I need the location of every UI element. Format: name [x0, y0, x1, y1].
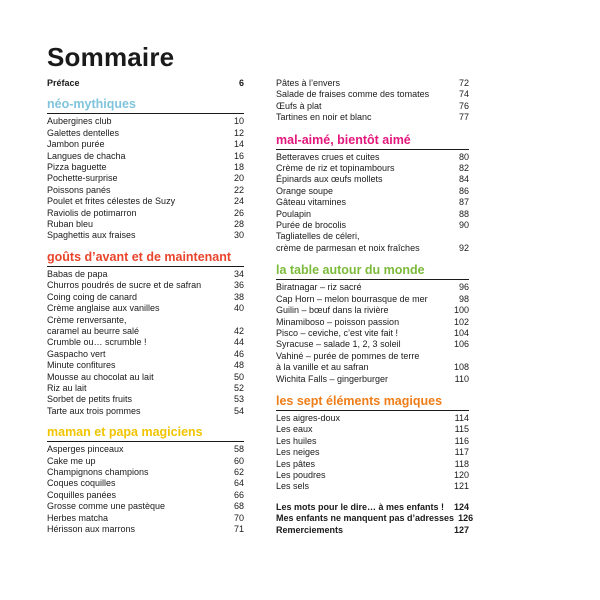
entry-label: Spaghettis aux fraises [47, 230, 136, 241]
entry-page: 77 [458, 112, 469, 123]
entry-label: Les aigres-doux [276, 412, 341, 423]
entry-page: 70 [233, 512, 244, 523]
section-title: mal-aimé, bientôt aimé [276, 133, 469, 150]
section-table-monde [276, 263, 469, 385]
entry-page: 20 [233, 173, 244, 184]
toc-entry[interactable] [276, 152, 469, 163]
entry-page: 62 [233, 466, 244, 477]
toc-entry[interactable] [47, 337, 244, 348]
toc-entry[interactable] [47, 524, 244, 535]
entry-label: Langues de chacha [47, 150, 126, 161]
toc-entry[interactable] [276, 163, 469, 174]
entry-page: 42 [233, 325, 244, 336]
entry-page: 102 [453, 316, 469, 327]
toc-entry[interactable] [47, 467, 244, 478]
entry-page: 24 [233, 196, 244, 207]
toc-entry[interactable] [276, 89, 469, 100]
entry-line [276, 243, 469, 254]
toc-entry[interactable] [47, 490, 244, 501]
toc-entry[interactable] [276, 513, 474, 524]
entry-label: Les sels [276, 481, 310, 492]
section-neo-mythiques [47, 97, 244, 241]
toc-entry[interactable] [47, 394, 244, 405]
toc-entry[interactable] [47, 128, 244, 139]
entry-label-continued: à la vanille et au safran [276, 362, 369, 373]
entry-page: 114 [454, 412, 469, 423]
entry-label: Tagliatelles de céleri, [276, 231, 360, 242]
toc-entry[interactable] [47, 349, 244, 360]
entry-label: Ruban bleu [47, 219, 94, 230]
entry-page: 71 [233, 524, 244, 534]
toc-entry[interactable] [276, 481, 469, 492]
entry-label: Coing coing de canard [47, 291, 138, 302]
entry-page: 82 [458, 163, 469, 174]
entry-page: 106 [453, 339, 469, 350]
toc-column-left [47, 78, 244, 535]
toc-entry[interactable] [47, 116, 244, 127]
toc-entry[interactable] [47, 196, 244, 207]
toc-entry[interactable] [276, 209, 469, 220]
entry-page: 84 [458, 174, 469, 185]
entry-page: 126 [458, 513, 474, 524]
toc-entry[interactable] [47, 406, 244, 417]
entry-page: 127 [453, 524, 469, 535]
entry-page: 54 [233, 405, 244, 416]
entry-page: 66 [233, 489, 244, 500]
entry-label: Cake me up [47, 455, 96, 466]
entry-page: 40 [233, 303, 244, 314]
entry-page: 100 [453, 305, 469, 316]
section-continued [276, 78, 469, 124]
entry-page: 14 [233, 139, 244, 150]
toc-entry[interactable] [276, 174, 469, 185]
section-title: la table autour du monde [276, 263, 469, 280]
entry-label: Babas de papa [47, 268, 108, 279]
entry-label: Pâtes à l’envers [276, 78, 341, 88]
entry-page: 96 [458, 282, 469, 293]
entry-label: Riz au lait [47, 382, 87, 393]
toc-entry[interactable] [47, 162, 244, 173]
entry-page: 52 [233, 382, 244, 393]
entry-page: 36 [233, 280, 244, 291]
entry-page: 87 [458, 197, 469, 208]
entry-label: Mousse au chocolat au lait [47, 371, 154, 382]
entry-page: 53 [233, 394, 244, 405]
entry-page: 108 [453, 362, 469, 373]
toc-entry[interactable] [47, 230, 244, 241]
entry-label: Tartines en noir et blanc [276, 112, 372, 123]
toc-column-right [276, 78, 474, 536]
toc-entry[interactable] [276, 197, 469, 208]
entry-label: Cap Horn – melon bourrasque de mer [276, 293, 428, 304]
entry-label: Grosse comme une pastèque [47, 501, 166, 512]
entry-page: 6 [238, 78, 244, 88]
toc-entry[interactable] [276, 339, 469, 350]
toc-entry[interactable] [276, 436, 469, 447]
entry-page: 104 [453, 327, 469, 338]
toc-entry[interactable] [276, 459, 469, 470]
entry-label-continued: caramel au beurre salé [47, 325, 140, 336]
entry-label: Betteraves crues et cuites [276, 151, 380, 162]
toc-entry[interactable] [276, 525, 469, 536]
entry-label: Mes enfants ne manquent pas d’adresses [276, 513, 455, 524]
entry-label: Les neiges [276, 447, 320, 458]
entry-label: Les eaux [276, 424, 313, 435]
entry-label: Guilin – bœuf dans la rivière [276, 305, 389, 316]
toc-entry[interactable] [276, 317, 469, 328]
toc-entry[interactable] [47, 501, 244, 512]
entry-page: 46 [233, 348, 244, 359]
entry-label: Crème anglaise aux vanilles [47, 303, 160, 314]
entry-label: Jambon purée [47, 139, 105, 150]
entry-label: Tarte aux trois pommes [47, 405, 141, 416]
entry-page: 86 [458, 185, 469, 196]
entry-page: 80 [458, 151, 469, 162]
entry-label: Churros poudrés de sucre et de safran [47, 280, 202, 291]
toc-entry[interactable] [47, 303, 244, 314]
toc-entry[interactable] [47, 513, 244, 524]
section-title: néo-mythiques [47, 97, 244, 114]
entry-label: Aubergines club [47, 116, 112, 127]
entry-label: Préface [47, 78, 80, 88]
entry-label: Crème renversante, [47, 314, 127, 325]
entry-page: 22 [233, 184, 244, 195]
toc-entry[interactable] [47, 292, 244, 303]
entry-label: Salade de fraises comme des tomates [276, 89, 430, 100]
entry-label: Pisco – ceviche, c’est vite fait ! [276, 327, 399, 338]
entry-label: Galettes dentelles [47, 127, 120, 138]
toc-entry[interactable] [47, 185, 244, 196]
entry-label: Les pâtes [276, 458, 316, 469]
entry-page: 38 [233, 291, 244, 302]
toc-entry[interactable] [47, 280, 244, 291]
entry-label: Asperges pinceaux [47, 444, 124, 455]
entry-page: 48 [233, 360, 244, 371]
section-sept-elements [276, 394, 469, 493]
toc-entry-preface[interactable] [47, 78, 244, 89]
entry-label: Herbes matcha [47, 512, 109, 523]
entry-label: Les poudres [276, 469, 326, 480]
section-closing [276, 501, 474, 536]
section-maman-papa [47, 425, 244, 535]
toc-entry[interactable] [47, 360, 244, 371]
entry-page: 68 [233, 501, 244, 512]
entry-page: 34 [233, 268, 244, 279]
entry-page: 28 [233, 219, 244, 230]
toc-entry[interactable] [276, 186, 469, 197]
entry-page: 110 [454, 373, 469, 384]
entry-page: 98 [458, 293, 469, 304]
toc-entry[interactable] [276, 374, 469, 385]
toc-entry[interactable] [276, 328, 469, 339]
toc-entry[interactable] [47, 139, 244, 150]
toc-entry[interactable] [276, 447, 469, 458]
entry-label: Gaspacho vert [47, 348, 106, 359]
entry-label: Pochette-surprise [47, 173, 118, 184]
entry-page: 58 [233, 444, 244, 455]
toc-entry[interactable] [276, 112, 469, 123]
entry-page: 115 [454, 424, 469, 435]
entry-page: 124 [453, 501, 469, 512]
entry-label: Hérisson aux marrons [47, 524, 136, 534]
entry-page: 90 [458, 220, 469, 231]
entry-label: Minute confitures [47, 360, 116, 371]
entry-page: 12 [233, 127, 244, 138]
entry-label: Les mots pour le dire… à mes enfants ! [276, 501, 445, 512]
entry-label: Épinards aux œufs mollets [276, 174, 383, 185]
section-gouts [47, 250, 244, 417]
entry-label: Gâteau vitamines [276, 197, 347, 208]
toc-entry[interactable] [276, 413, 469, 424]
entry-page: 16 [233, 150, 244, 161]
toc-entry[interactable] [276, 424, 469, 435]
entry-label-continued: crème de parmesan et noix fraîches [276, 242, 420, 253]
entry-page: 117 [454, 447, 469, 458]
entry-label: Crumble ou… scrumble ! [47, 337, 147, 348]
toc-entry[interactable] [276, 78, 469, 89]
toc-entry[interactable] [47, 151, 244, 162]
section-title: maman et papa magiciens [47, 425, 244, 442]
entry-page: 74 [458, 89, 469, 100]
entry-page: 72 [458, 78, 469, 88]
entry-page: 18 [233, 162, 244, 173]
toc-entry[interactable] [47, 173, 244, 184]
toc-entry[interactable] [276, 282, 469, 293]
entry-page: 30 [233, 230, 244, 241]
entry-label: Coques coquilles [47, 478, 116, 489]
toc-entry[interactable] [276, 470, 469, 481]
toc-entry[interactable] [276, 502, 469, 513]
entry-label: Coquilles panées [47, 489, 117, 500]
entry-label: Raviolis de potimarron [47, 207, 137, 218]
entry-label: Sorbet de petits fruits [47, 394, 133, 405]
entry-label: Biratnagar – riz sacré [276, 282, 362, 293]
entry-page: 116 [454, 435, 469, 446]
entry-page: 10 [233, 116, 244, 127]
entry-page: 44 [233, 337, 244, 348]
entry-label: Les huiles [276, 435, 317, 446]
entry-page: 76 [458, 100, 469, 111]
entry-label: Poulet et frites célestes de Suzy [47, 196, 176, 207]
entry-line [276, 362, 469, 373]
toc-entry[interactable] [276, 305, 469, 316]
entry-page: 50 [233, 371, 244, 382]
entry-label: Purée de brocolis [276, 220, 347, 231]
entry-page: 64 [233, 478, 244, 489]
entry-label: Orange soupe [276, 185, 334, 196]
toc-entry[interactable] [47, 208, 244, 219]
toc-entry[interactable] [276, 294, 469, 305]
entry-page: 118 [454, 458, 469, 469]
entry-label: Minamiboso – poisson passion [276, 316, 400, 327]
section-title: goûts d’avant et de maintenant [47, 250, 244, 267]
entry-label: Crème de riz et topinambours [276, 163, 395, 174]
entry-label: Poissons panés [47, 184, 111, 195]
section-mal-aime [276, 133, 469, 255]
toc-entry[interactable] [47, 315, 244, 338]
entry-page: 120 [453, 469, 469, 480]
toc-entry[interactable] [47, 383, 244, 394]
section-title: les sept éléments magiques [276, 394, 469, 411]
entry-page: 60 [233, 455, 244, 466]
toc-entry[interactable] [276, 220, 469, 231]
entry-label: Wichita Falls – gingerburger [276, 373, 389, 384]
entry-page: 88 [458, 208, 469, 219]
entry-label: Remerciements [276, 524, 344, 535]
toc-entry[interactable] [47, 269, 244, 280]
entry-label: Poulapin [276, 208, 312, 219]
toc-entry[interactable] [47, 372, 244, 383]
toc-entry[interactable] [47, 478, 244, 489]
entry-label: Œufs à plat [276, 100, 322, 111]
entry-label: Pizza baguette [47, 162, 107, 173]
toc-entry[interactable] [47, 219, 244, 230]
entry-line [47, 326, 244, 337]
toc-entry[interactable] [47, 456, 244, 467]
entry-label: Vahiné – purée de pommes de terre [276, 350, 420, 361]
page-title: Sommaire [47, 42, 175, 72]
entry-page: 26 [233, 207, 244, 218]
toc-entry[interactable] [276, 101, 469, 112]
toc-entry[interactable] [47, 444, 244, 455]
entry-page: 92 [458, 242, 469, 253]
entry-label: Champignons champions [47, 466, 149, 477]
toc-entry[interactable] [276, 351, 469, 374]
toc-entry[interactable] [276, 231, 469, 254]
entry-label: Syracuse – salade 1, 2, 3 soleil [276, 339, 401, 350]
entry-page: 121 [453, 481, 469, 492]
